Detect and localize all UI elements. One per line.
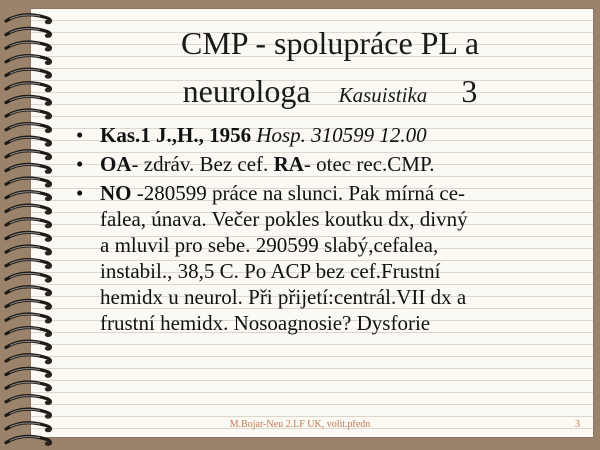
spiral-binding-ring-icon — [6, 423, 51, 433]
case-id: Kas.1 J.,H., 1956 — [100, 123, 252, 147]
spiral-binding-ring-icon — [6, 232, 51, 242]
bullet-list — [76, 122, 566, 339]
no-line: falea, únava. Večer pokles koutku dx, divný — [100, 207, 468, 231]
spiral-binding-ring-icon — [6, 436, 51, 446]
spiral-binding-ring-icon — [6, 341, 51, 351]
ra-text: - otec rec.CMP. — [303, 152, 435, 176]
spiral-binding-ring-icon — [6, 42, 51, 52]
spiral-binding-ring-icon — [6, 409, 51, 419]
spiral-binding-ring-icon — [6, 328, 51, 338]
bullet-item-no — [76, 180, 566, 336]
ra-label: RA — [273, 152, 304, 176]
spiral-binding — [0, 0, 70, 450]
spiral-binding-ring-icon — [6, 260, 51, 270]
oa-label: OA — [100, 152, 132, 176]
spiral-binding-ring-icon — [6, 151, 51, 161]
spiral-binding-ring-icon — [6, 164, 51, 174]
spiral-binding-ring-icon — [6, 219, 51, 229]
title-kasuistika: Kasuistika — [338, 83, 428, 107]
spiral-binding-ring-icon — [6, 300, 51, 310]
title-main-word: neurologa — [182, 73, 311, 109]
spiral-binding-ring-icon — [6, 396, 51, 406]
no-line: -280599 práce na slunci. Pak mírná ce- — [136, 181, 466, 205]
bullet-item-case — [76, 122, 566, 148]
spiral-binding-ring-icon — [6, 137, 51, 147]
spiral-binding-ring-icon — [6, 124, 51, 134]
hospitalization-info: Hosp. 310599 12.00 — [256, 123, 427, 147]
spiral-binding-ring-icon — [6, 368, 51, 378]
spiral-binding-ring-icon — [6, 205, 51, 215]
spiral-binding-ring-icon — [6, 382, 51, 392]
spiral-binding-ring-icon — [6, 83, 51, 93]
spiral-binding-ring-icon — [6, 96, 51, 106]
page-number: 3 — [575, 419, 580, 430]
title-case-number: 3 — [461, 73, 478, 109]
spiral-binding-ring-icon — [6, 15, 51, 25]
no-label: NO — [100, 181, 132, 205]
spiral-binding-ring-icon — [6, 273, 51, 283]
spiral-binding-ring-icon — [6, 246, 51, 256]
spiral-binding-ring-icon — [6, 314, 51, 324]
spiral-binding-ring-icon — [6, 178, 51, 188]
oa-text: - zdráv. Bez cef. — [131, 152, 269, 176]
no-line: a mluvil pro sebe. 290599 slabý,cefalea, — [100, 233, 439, 257]
no-line: instabil., 38,5 C. Po ACP bez cef.Frustní — [100, 259, 441, 283]
spiral-binding-ring-icon — [6, 110, 51, 120]
spiral-binding-ring-icon — [6, 192, 51, 202]
spiral-binding-ring-icon — [6, 28, 51, 38]
bullet-item-history — [76, 151, 566, 177]
spiral-binding-ring-icon — [6, 56, 51, 66]
spiral-binding-ring-icon — [6, 69, 51, 79]
no-line: hemidx u neurol. Při přijetí:centrál.VII dx a — [100, 285, 467, 309]
slide-footer: M.Bojar-Neu 2.LF UK, volit.předn — [229, 419, 371, 430]
slide-title-line1: CMP - spolupráce PL a — [180, 25, 480, 61]
spiral-binding-ring-icon — [6, 355, 51, 365]
spiral-binding-ring-icon — [6, 287, 51, 297]
no-line: frustní hemidx. Nosoagnosie? Dysforie — [100, 311, 431, 335]
slide-title-line2 — [70, 72, 590, 114]
